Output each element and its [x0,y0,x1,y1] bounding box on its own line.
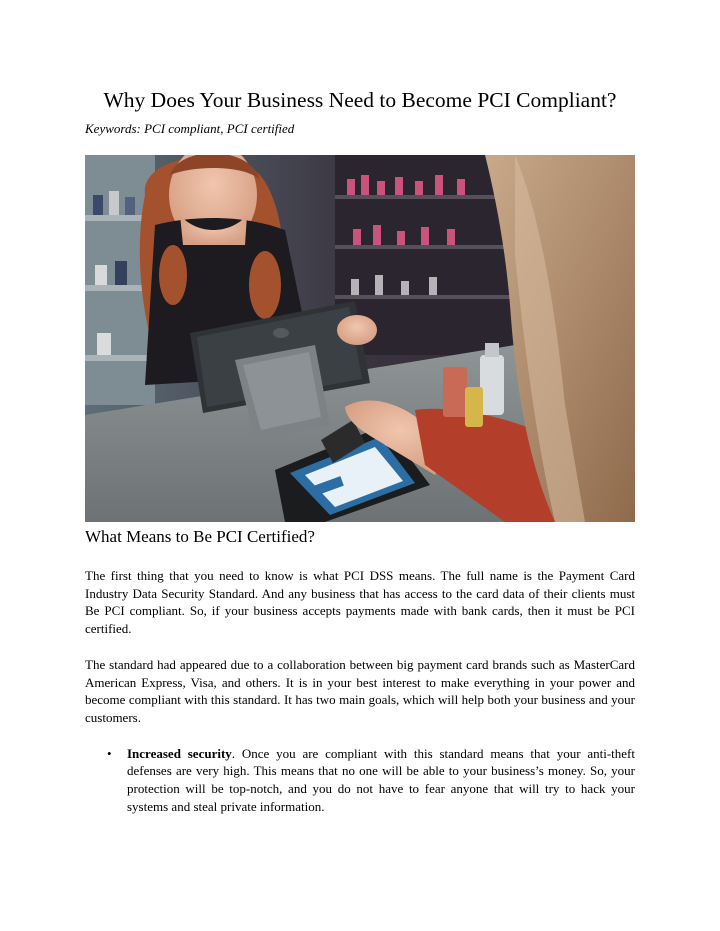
section-heading: What Means to Be PCI Certified? [85,527,315,546]
bullet-bold-lead: Increased security [127,745,232,761]
bullet-list [85,745,635,816]
list-item [107,745,635,816]
keywords-line: Keywords: PCI compliant, PCI certified [85,121,295,136]
payment-terminal-photo [85,155,635,522]
paragraph-2: The standard had appeared due to a collaboration between big payment card brands such as MasterCard American Express, Visa, and others. It is in your best interest to make everything in your power and become compliant with this standard. It has two main goals, which will help both your business and your customers. [85,656,635,725]
document-page [85,86,635,815]
paragraph-1: The first thing that you need to know is what PCI DSS means. The full name is the Payment Card Industry Data Security Standard. And any business that has access to the card data of their clients must Be PCI compliant. So, if your business accepts payments made with bank cards, then it must be PCI certified. [85,568,635,637]
bullet-marker: • [107,745,112,761]
bullet-text: . Once you are compliant with this standard means that your anti-theft defenses are very high. This means that no one will be able to your business’s money. So, your protection will be top-notch, and you do not have to fear anyone that will try to hack your systems and steal private information. [127,745,635,814]
document-title: Why Does Your Business Need to Become PCI Compliant? [103,88,617,112]
